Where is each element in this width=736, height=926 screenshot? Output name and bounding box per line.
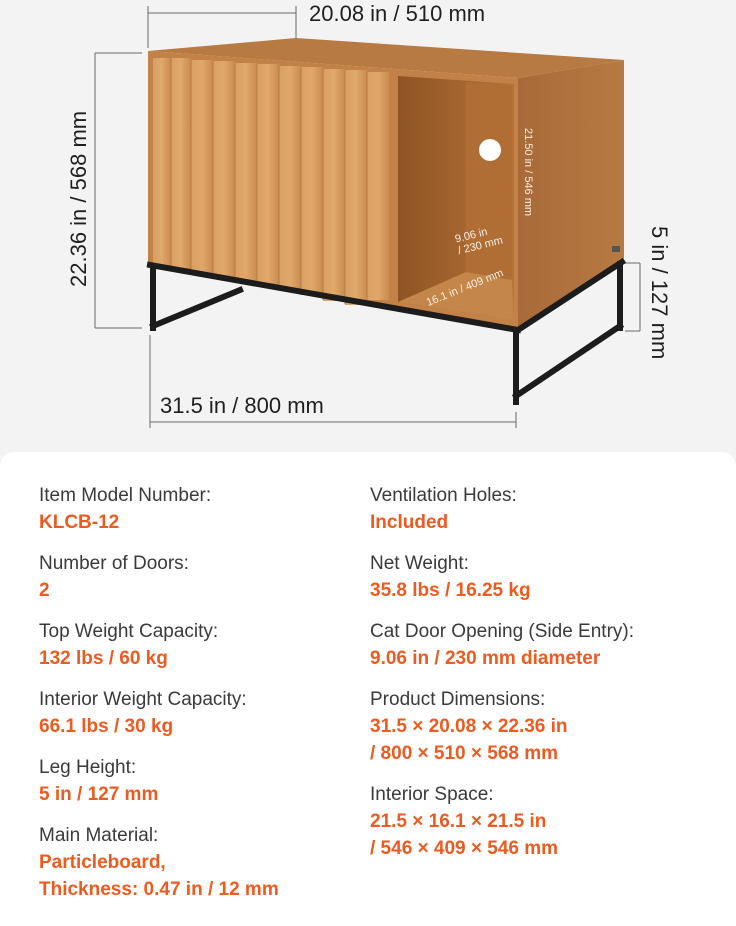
spec-value: KLCB-12 xyxy=(39,512,120,533)
spec-interior-space xyxy=(370,781,634,876)
spec-label: Cat Door Opening (Side Entry): xyxy=(370,621,635,642)
spec-leg-height xyxy=(39,754,279,822)
dim-width: 31.5 in / 800 mm xyxy=(160,393,324,418)
cat-door-hole xyxy=(479,139,501,161)
spec-label: Number of Doors: xyxy=(39,553,189,574)
spec-label: Net Weight: xyxy=(370,553,469,574)
dim-height: 22.36 in / 568 mm xyxy=(66,110,91,287)
spec-label: Interior Weight Capacity: xyxy=(39,689,247,710)
door-slats xyxy=(153,58,389,305)
dim-depth: 20.08 in / 510 mm xyxy=(309,1,486,26)
spec-value: 21.5 × 16.1 × 21.5 in / 546 × 409 × 546 mm xyxy=(370,811,559,859)
spec-label: Product Dimensions: xyxy=(370,689,546,710)
specs-right-column xyxy=(370,482,634,876)
spec-model-number xyxy=(39,482,279,550)
spec-label: Interior Space: xyxy=(370,784,494,805)
spec-label: Leg Height: xyxy=(39,757,137,778)
spec-net-weight xyxy=(370,550,634,618)
spec-label: Ventilation Holes: xyxy=(370,485,517,506)
spec-label: Main Material: xyxy=(39,825,159,846)
product-illustration xyxy=(0,0,736,450)
spec-number-of-doors xyxy=(39,550,279,618)
spec-product-dimensions xyxy=(370,686,634,781)
specs-left-column xyxy=(39,482,279,900)
dim-interior-height: 21.50 in / 546 mm xyxy=(522,128,534,217)
spec-value: 9.06 in / 230 mm diameter xyxy=(370,648,601,669)
spec-value: 66.1 lbs / 30 kg xyxy=(39,716,174,737)
spec-value: Particleboard, Thickness: 0.47 in / 12 mm xyxy=(39,852,279,900)
spec-value: 132 lbs / 60 kg xyxy=(39,648,168,669)
spec-value: 2 xyxy=(39,580,50,601)
spec-label: Item Model Number: xyxy=(39,485,212,506)
dim-interior-depth: 16.1 in / 409 mm xyxy=(424,267,506,309)
spec-value: 35.8 lbs / 16.25 kg xyxy=(370,580,531,601)
spec-interior-weight xyxy=(39,686,279,754)
spec-label: Top Weight Capacity: xyxy=(39,621,219,642)
spec-value: Included xyxy=(370,512,449,533)
spec-cat-door-opening xyxy=(370,618,634,686)
spec-main-material xyxy=(39,822,279,900)
spec-value: 31.5 × 20.08 × 22.36 in / 800 × 510 × 568 mm xyxy=(370,716,568,764)
dim-cat-door: 9.06 in / 230 mm xyxy=(453,225,505,258)
spec-value: 5 in / 127 mm xyxy=(39,784,159,805)
spec-top-weight xyxy=(39,618,279,686)
spec-ventilation-holes xyxy=(370,482,634,550)
side-label xyxy=(612,246,620,252)
dim-leg-height: 5 in / 127 mm xyxy=(647,226,672,360)
